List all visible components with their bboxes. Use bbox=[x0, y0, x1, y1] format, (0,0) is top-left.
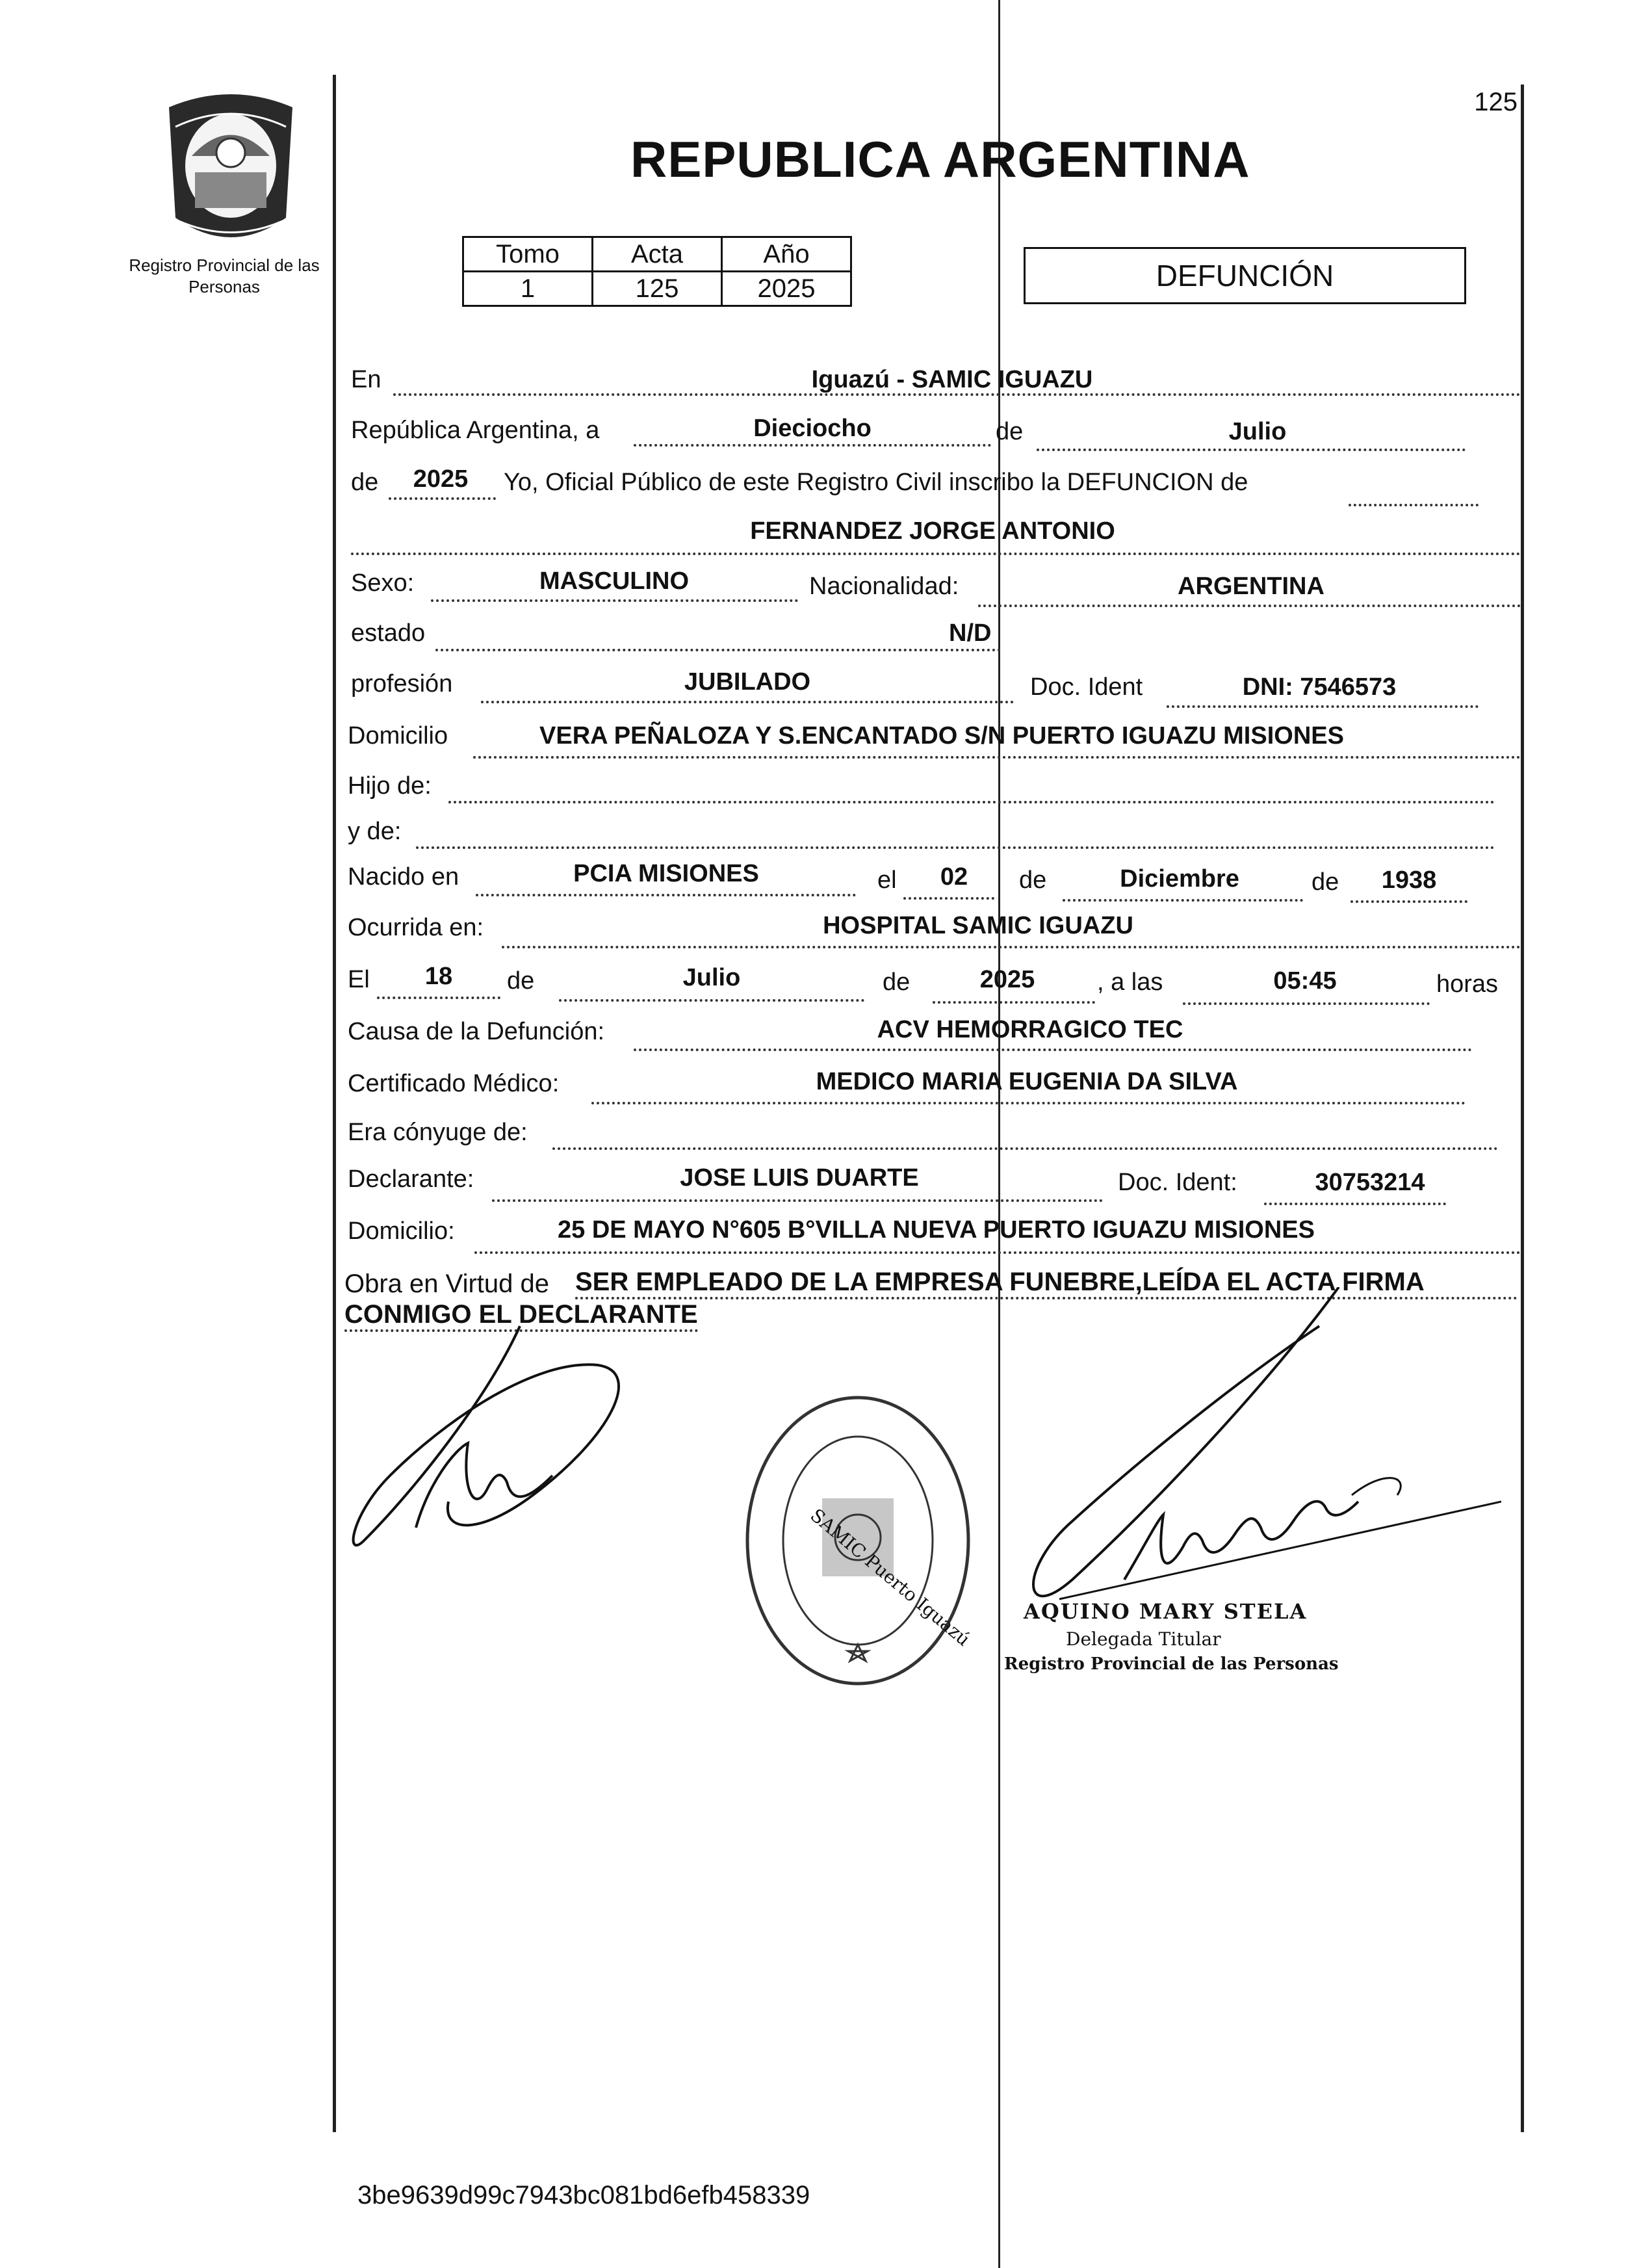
signatory-role: Delegada Titular bbox=[1066, 1628, 1221, 1650]
doc-ident2-value: 30753214 bbox=[1315, 1169, 1425, 1196]
obra-label: Obra en Virtud de bbox=[344, 1270, 550, 1298]
deceased-name-value: FERNANDEZ JORGE ANTONIO bbox=[750, 517, 1115, 545]
causa-dotline bbox=[634, 1049, 1472, 1051]
table-value-acta: 125 bbox=[593, 272, 722, 306]
nacionalidad-label: Nacionalidad: bbox=[809, 573, 959, 600]
de1-label: de bbox=[1019, 867, 1047, 894]
declarante-dotline bbox=[492, 1199, 1103, 1202]
obra-line2: CONMIGO EL DECLARANTE bbox=[344, 1300, 698, 1332]
page-number: 125 bbox=[1474, 88, 1518, 116]
table-header-tomo: Tomo bbox=[463, 237, 593, 272]
nacido-dotline bbox=[476, 894, 856, 896]
acta-table bbox=[462, 236, 852, 307]
day-value: Dieciocho bbox=[753, 415, 872, 442]
doc-ident2-label: Doc. Ident: bbox=[1118, 1169, 1237, 1196]
month-dotline bbox=[1037, 449, 1466, 451]
registry-name: Registro Provincial de las Personas bbox=[129, 255, 320, 296]
table-value-tomo: 1 bbox=[463, 272, 593, 306]
nacionalidad-dotline bbox=[978, 605, 1521, 607]
yde-dotline bbox=[416, 846, 1495, 849]
de3-label: de bbox=[507, 967, 535, 995]
estado-dotline bbox=[435, 649, 1001, 651]
obra-line1: SER EMPLEADO DE LA EMPRESA FUNEBRE,LEÍDA EL ACTA FIRMA bbox=[575, 1268, 1518, 1299]
day-dotline bbox=[634, 444, 991, 447]
profesion-dotline bbox=[481, 701, 1014, 703]
fold-line bbox=[998, 0, 1000, 2268]
table-header-anio: Año bbox=[722, 237, 851, 272]
conyuge-label: Era cónyuge de: bbox=[348, 1119, 528, 1146]
birth-day-dotline bbox=[903, 897, 994, 900]
page-title: REPUBLICA ARGENTINA bbox=[630, 131, 1250, 188]
yde-label: y de: bbox=[348, 818, 402, 845]
el2-label: El bbox=[348, 966, 370, 993]
ocurrida-value: HOSPITAL SAMIC IGUAZU bbox=[823, 912, 1133, 939]
death-month-dotline bbox=[559, 999, 864, 1002]
left-margin-line bbox=[333, 75, 336, 2132]
year-dotline bbox=[389, 497, 496, 500]
table-header-acta: Acta bbox=[593, 237, 722, 272]
name-dotline bbox=[351, 553, 1521, 555]
sexo-value: MASCULINO bbox=[539, 567, 690, 595]
month-value: Julio bbox=[1228, 418, 1287, 445]
el-label: el bbox=[877, 867, 897, 894]
certificado-dotline bbox=[591, 1102, 1466, 1104]
document-type-box: DEFUNCIÓN bbox=[1024, 247, 1466, 304]
republica-label: República Argentina, a bbox=[351, 417, 600, 444]
nacionalidad-value: ARGENTINA bbox=[1178, 573, 1324, 600]
declarante-value: JOSE LUIS DUARTE bbox=[680, 1164, 919, 1192]
causa-label: Causa de la Defunción: bbox=[348, 1018, 605, 1045]
doc-ident-label: Doc. Ident bbox=[1030, 673, 1143, 701]
estado-value: N/D bbox=[949, 619, 992, 647]
alas-label: , a las bbox=[1097, 969, 1163, 996]
domicilio-label: Domicilio bbox=[348, 722, 448, 749]
year-value: 2025 bbox=[413, 465, 469, 493]
birth-year-dotline bbox=[1350, 900, 1467, 903]
death-time-dotline bbox=[1183, 1002, 1430, 1005]
certificado-label: Certificado Médico: bbox=[348, 1070, 560, 1097]
oficial-text: Yo, Oficial Público de este Registro Civil inscribo la DEFUNCION de bbox=[504, 469, 1248, 496]
oficial-dotline bbox=[1349, 504, 1479, 506]
domicilio2-value: 25 DE MAYO N°605 B°VILLA NUEVA PUERTO IGUAZU MISIONES bbox=[558, 1216, 1315, 1244]
domicilio2-label: Domicilio: bbox=[348, 1218, 455, 1245]
certificado-value: MEDICO MARIA EUGENIA DA SILVA bbox=[816, 1068, 1238, 1095]
en-value: Iguazú - SAMIC IGUAZU bbox=[811, 366, 1093, 393]
en-dotline bbox=[393, 393, 1521, 396]
profesion-label: profesión bbox=[351, 670, 453, 697]
signatory-name: AQUINO MARY STELA bbox=[1024, 1599, 1308, 1624]
domicilio-value: VERA PEÑALOZA Y S.ENCANTADO S/N PUERTO IGUAZU MISIONES bbox=[539, 722, 1344, 749]
estado-label: estado bbox=[351, 619, 426, 647]
birth-month-dotline bbox=[1063, 899, 1303, 902]
profesion-value: JUBILADO bbox=[684, 668, 811, 696]
ocurrida-dotline bbox=[502, 946, 1521, 948]
declarante-label: Declarante: bbox=[348, 1166, 474, 1193]
year-prefix-label: de bbox=[351, 469, 379, 496]
de2-label: de bbox=[1311, 868, 1339, 896]
table-value-anio: 2025 bbox=[722, 272, 851, 306]
birth-year-value: 1938 bbox=[1381, 867, 1437, 894]
horas-label: horas bbox=[1436, 971, 1499, 998]
birth-day-value: 02 bbox=[940, 863, 968, 891]
doc-ident-dotline bbox=[1167, 705, 1479, 708]
death-day-dotline bbox=[377, 997, 500, 999]
death-month-value: Julio bbox=[682, 964, 741, 991]
nacido-label: Nacido en bbox=[348, 863, 459, 891]
signatory-signature bbox=[994, 1287, 1501, 1625]
death-year-value: 2025 bbox=[979, 966, 1035, 993]
death-time-value: 05:45 bbox=[1273, 967, 1337, 995]
doc-ident-value: DNI: 7546573 bbox=[1242, 673, 1397, 701]
death-year-dotline bbox=[933, 1001, 1095, 1004]
nacido-value: PCIA MISIONES bbox=[573, 860, 759, 887]
declarante-signature bbox=[338, 1320, 650, 1567]
domicilio-dotline bbox=[473, 756, 1521, 759]
ocurrida-label: Ocurrida en: bbox=[348, 914, 484, 941]
death-day-value: 18 bbox=[424, 963, 453, 990]
sexo-label: Sexo: bbox=[351, 569, 415, 597]
causa-value: ACV HEMORRAGICO TEC bbox=[877, 1016, 1183, 1043]
hijo-dotline bbox=[448, 801, 1495, 803]
de4-label: de bbox=[883, 969, 911, 996]
sexo-dotline bbox=[431, 599, 798, 602]
hijo-label: Hijo de: bbox=[348, 772, 432, 800]
stamp-inner-text: SAMIC Puerto Iguazú bbox=[806, 1504, 975, 1650]
de-label: de bbox=[996, 418, 1024, 445]
conyuge-dotline bbox=[552, 1147, 1498, 1150]
birth-month-value: Diciembre bbox=[1120, 865, 1239, 893]
signatory-org: Registro Provincial de las Personas bbox=[1004, 1654, 1339, 1674]
domicilio2-dotline bbox=[474, 1251, 1521, 1254]
doc-ident2-dotline bbox=[1264, 1203, 1446, 1205]
province-seal-logo bbox=[156, 88, 305, 250]
document-hash: 3be9639d99c7943bc081bd6efb458339 bbox=[357, 2181, 810, 2209]
right-margin-line bbox=[1521, 85, 1524, 2132]
en-label: En bbox=[351, 366, 381, 393]
